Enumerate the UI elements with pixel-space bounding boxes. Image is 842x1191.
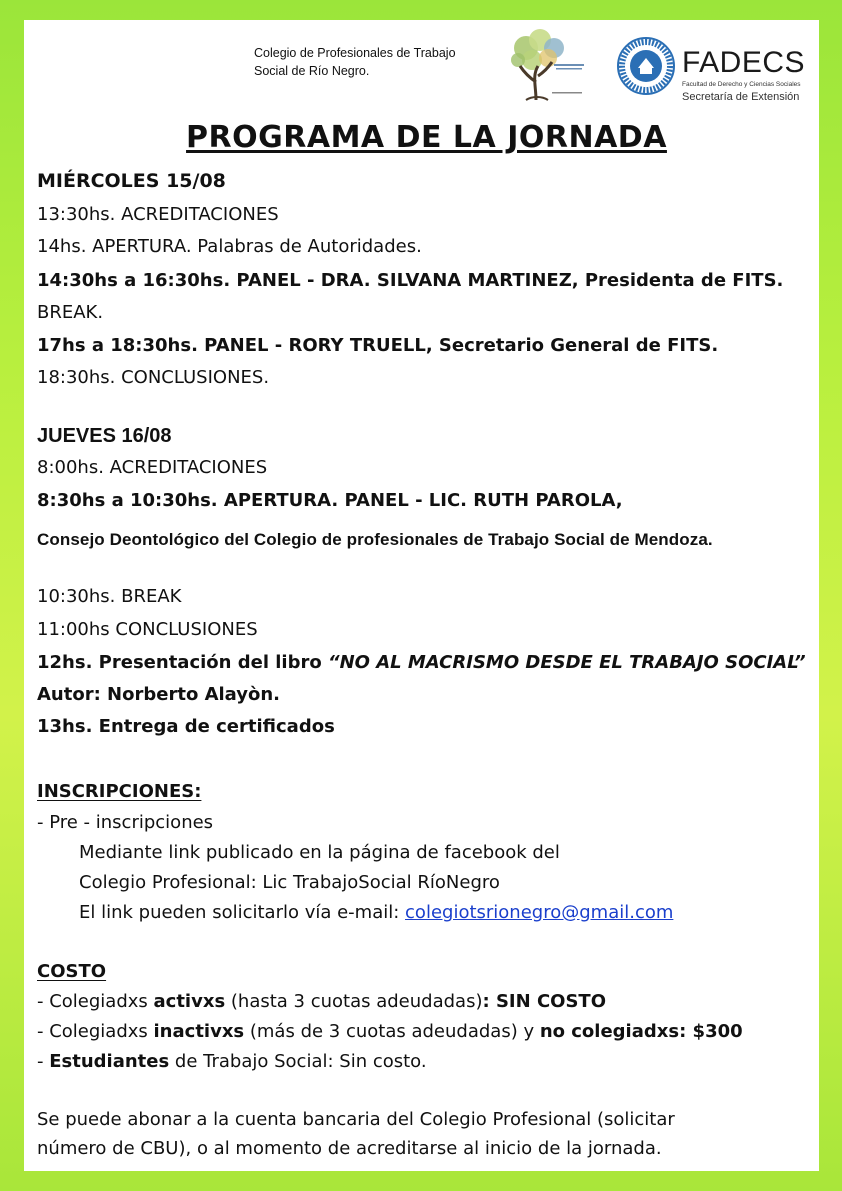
inscripciones-line3-prefix: El link pueden solicitarlo vía e-mail: <box>79 902 406 923</box>
costo-l1-b: activxs <box>153 991 226 1012</box>
costo-l3-c: de Trabajo Social: Sin costo. <box>169 1051 427 1072</box>
costo-l2-c: (más de 3 cuotas adeudadas) y <box>244 1021 540 1042</box>
costo-line-active <box>37 991 606 1013</box>
inscripciones-pre: - Pre - inscripciones <box>37 812 214 833</box>
costo-l3-a: - <box>37 1051 50 1072</box>
fadecs-department: Secretaría de Extensión <box>682 91 800 103</box>
day1-item-panel-martinez: 14:30hs a 16:30hs. PANEL - DRA. SILVANA MARTINEZ, Presidenta de FITS. <box>37 270 784 291</box>
day2-item-author: Autor: Norberto Alayòn. <box>37 684 281 705</box>
day2-item-break: 10:30hs. BREAK <box>37 586 182 607</box>
costo-l1-c: (hasta 3 cuotas adeudadas) <box>225 991 483 1012</box>
day2-item-certificates: 13hs. Entrega de certificados <box>37 716 335 737</box>
day2-item-conclusions: 11:00hs CONCLUSIONES <box>37 619 258 640</box>
inscripciones-heading: INSCRIPCIONES: <box>37 781 202 802</box>
day1-heading: MIÉRCOLES 15/08 <box>37 170 226 192</box>
day2-heading: JUEVES 16/08 <box>37 425 172 447</box>
inscripciones-line1: Mediante link publicado en la página de facebook del <box>79 842 560 863</box>
email-link[interactable]: colegiotsrionegro@gmail.com <box>405 902 674 923</box>
tree-logo-icon <box>502 26 588 102</box>
day2-item-consejo: Consejo Deontológico del Colegio de profesionales de Trabajo Social de Mendoza. <box>37 530 713 549</box>
fadecs-logo <box>682 48 817 104</box>
header <box>24 20 819 120</box>
day2-item-panel-parola: 8:30hs a 10:30hs. APERTURA. PANEL - LIC. RUTH PAROLA, <box>37 490 623 511</box>
colegio-name <box>254 44 504 80</box>
colegio-name-line1: Colegio de Profesionales de Trabajo <box>254 46 456 60</box>
day1-item-conclusions: 18:30hs. CONCLUSIONES. <box>37 367 270 388</box>
costo-l1-a: - Colegiadxs <box>37 991 154 1012</box>
inscripciones-line3 <box>79 902 673 924</box>
costo-line-inactive <box>37 1021 743 1043</box>
costo-line-students <box>37 1051 427 1073</box>
page-title <box>24 120 829 155</box>
costo-l2-e: : $300 <box>679 1021 743 1042</box>
university-seal-icon <box>616 36 676 96</box>
day1-item-accreditation: 13:30hs. ACREDITACIONES <box>37 204 279 225</box>
book-prefix: 12hs. Presentación del libro <box>37 652 328 673</box>
costo-l2-a: - Colegiadxs <box>37 1021 154 1042</box>
book-title: “NO AL MACRISMO DESDE EL TRABAJO SOCIAL” <box>328 652 806 673</box>
program-sheet <box>24 20 819 1171</box>
fadecs-subtitle: Facultad de Derecho y Ciencias Sociales <box>682 81 801 88</box>
day1-item-break: BREAK. <box>37 302 104 323</box>
footer-line2: número de CBU), o al momento de acreditarse al inicio de la jornada. <box>37 1138 662 1159</box>
costo-l2-b: inactivxs <box>153 1021 245 1042</box>
costo-l2-d: no colegiadxs <box>539 1021 680 1042</box>
page-title-text: PROGRAMA DE LA JORNADA <box>186 120 667 155</box>
costo-l3-b: Estudiantes <box>49 1051 170 1072</box>
inscripciones-line2: Colegio Profesional: Lic TrabajoSocial RíoNegro <box>79 872 500 893</box>
day1-item-opening: 14hs. APERTURA. Palabras de Autoridades. <box>37 236 422 257</box>
day2-item-book <box>37 652 806 674</box>
day1-item-panel-truell: 17hs a 18:30hs. PANEL - RORY TRUELL, Secretario General de FITS. <box>37 335 719 356</box>
fadecs-name: FADECS <box>682 46 806 79</box>
costo-l1-d: : SIN COSTO <box>482 991 606 1012</box>
colegio-name-line2: Social de Río Negro. <box>254 64 370 78</box>
footer-line1: Se puede abonar a la cuenta bancaria del Colegio Profesional (solicitar <box>37 1109 675 1130</box>
day2-item-accreditation: 8:00hs. ACREDITACIONES <box>37 457 268 478</box>
costo-heading: COSTO <box>37 961 107 982</box>
